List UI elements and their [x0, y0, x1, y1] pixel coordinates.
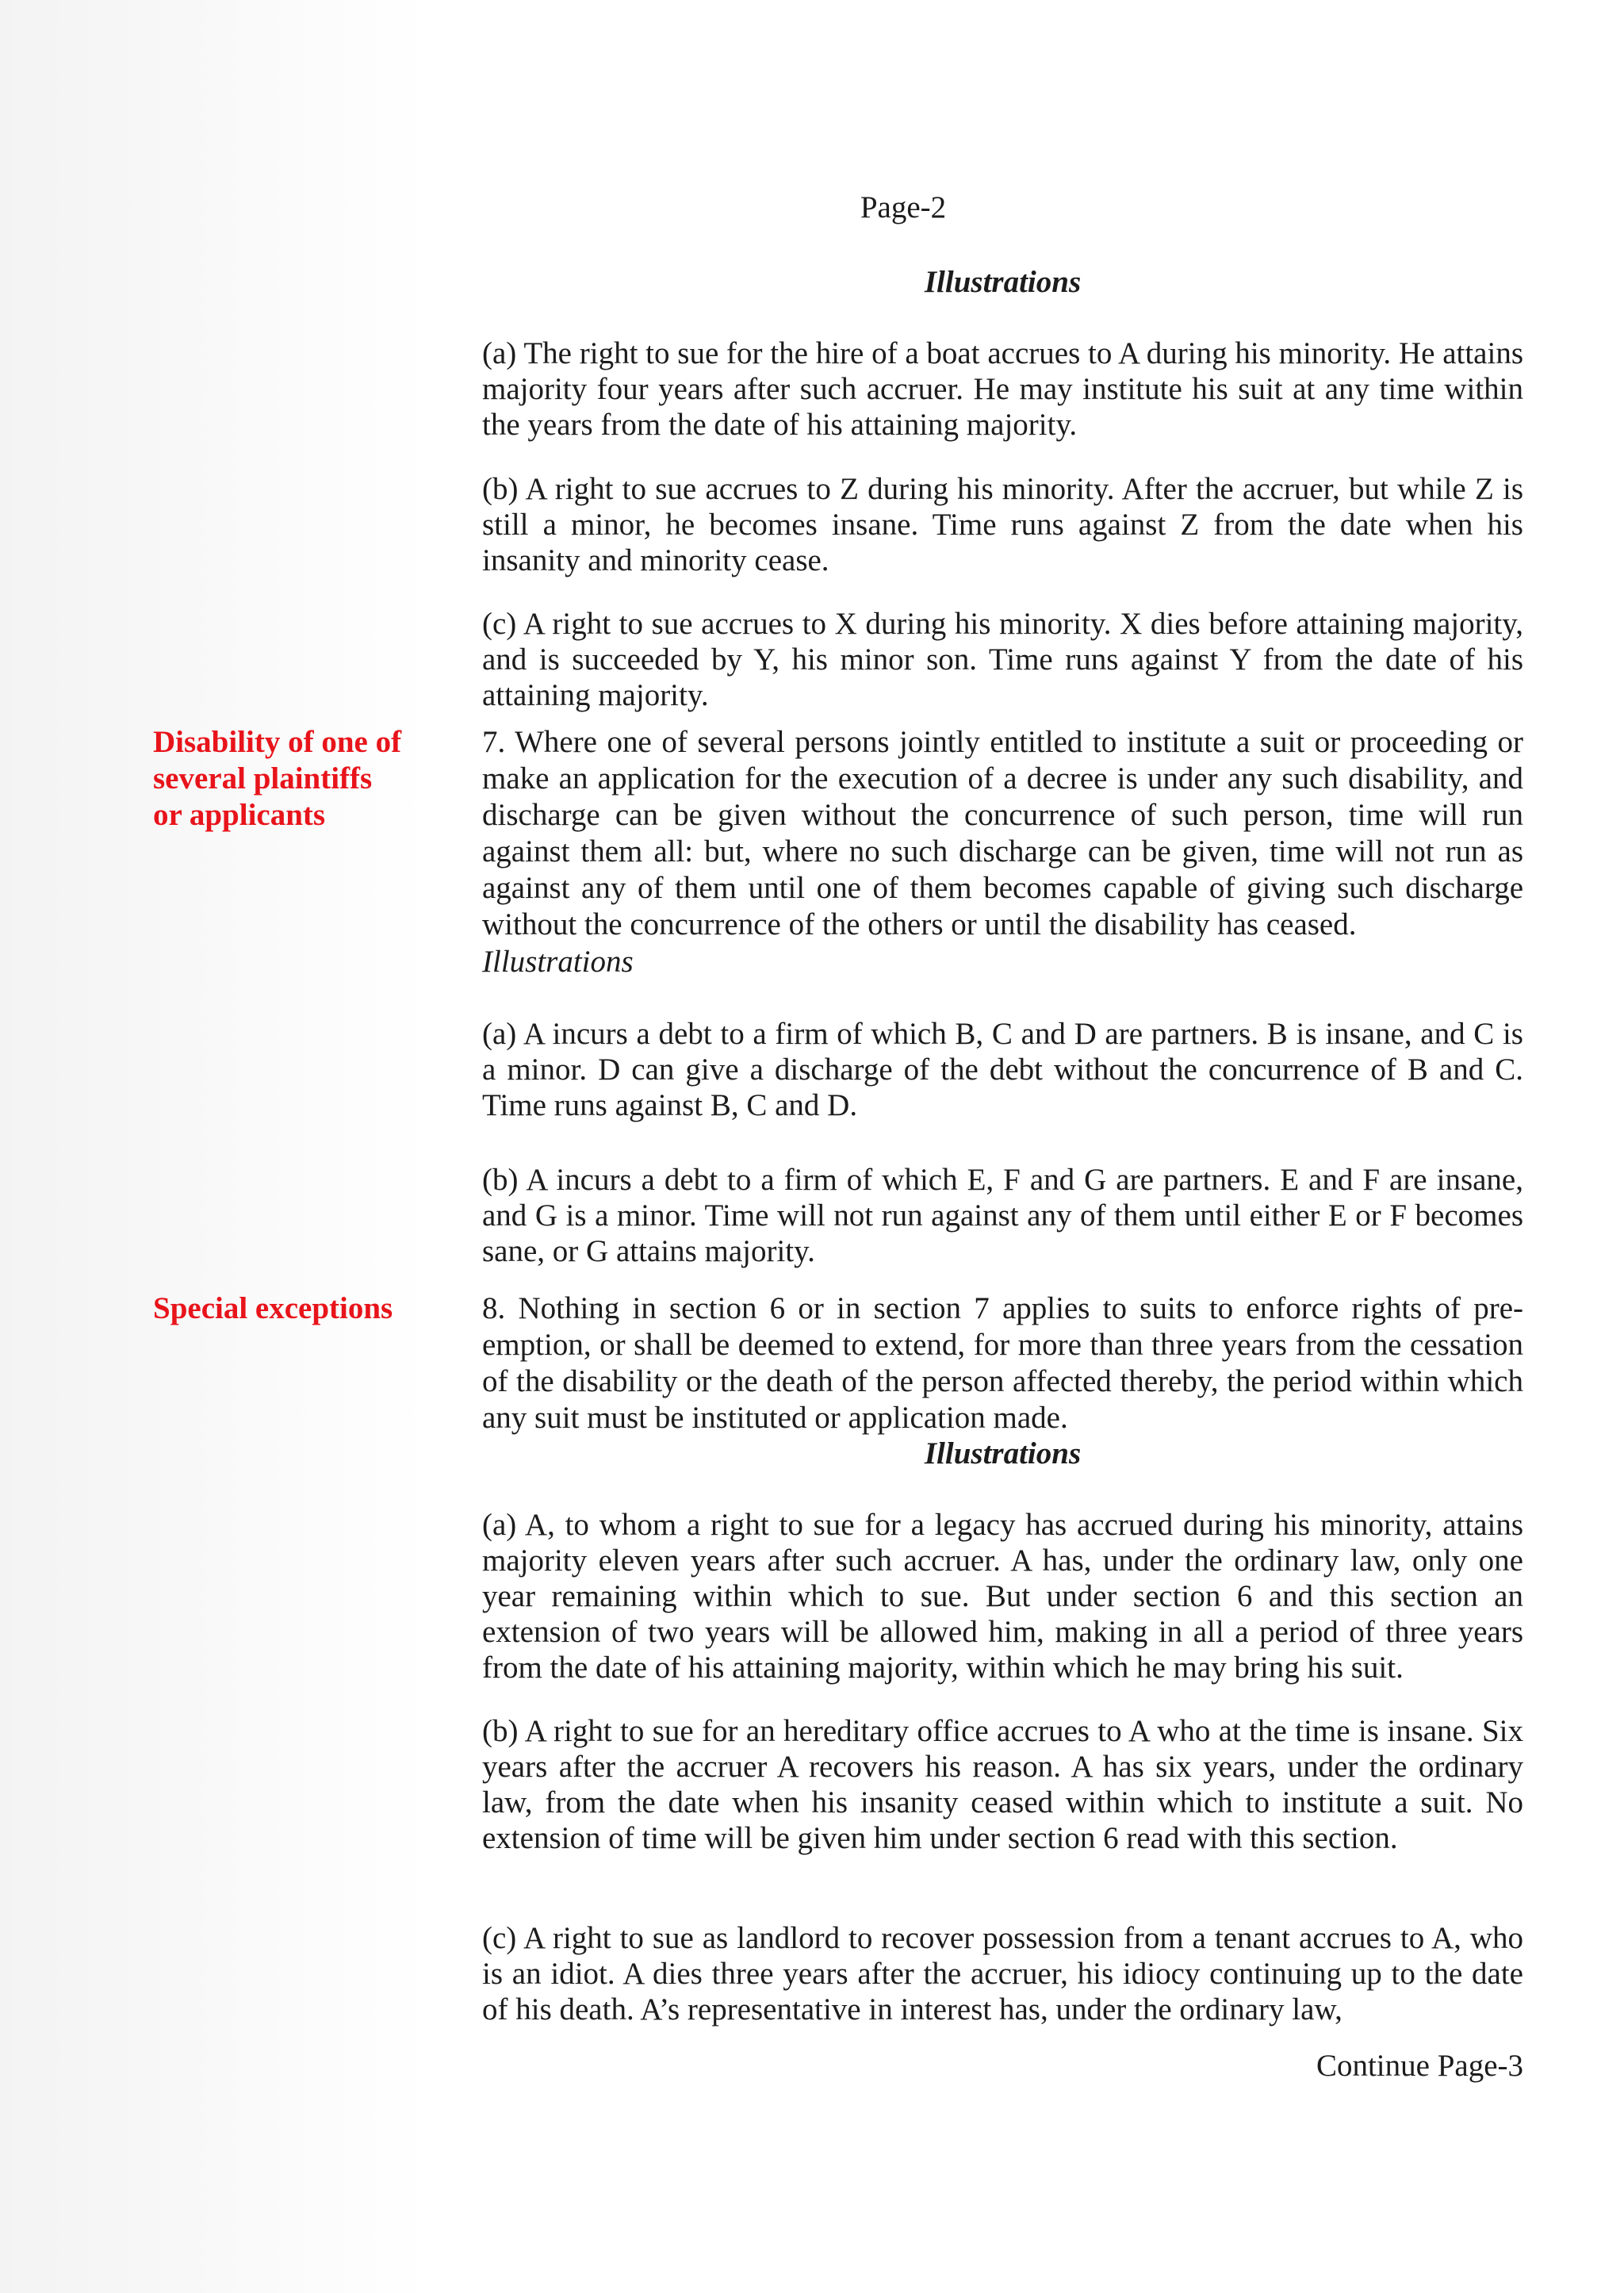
illustration-7b: (b) A incurs a debt to a firm of which E, F and G are partners. E and F are insane, and G is a minor. Time will not run against any of them until either E or F becomes sane, or G attains majority.	[482, 1163, 1523, 1268]
section-7-text: 7. Where one of several persons jointly entitled to institute a suit or proceeding or make an application for the execution of a decree is under any such disability, and discharge can be given without the concurrence of such person, time will run against them all: but, where no such discharge can be given, time will not run as against any of them until one of them becomes capable of giving such discharge without the concurrence of the others or until the disability has ceased.	[482, 725, 1523, 941]
scan-shade	[0, 0, 428, 2293]
margin-note-section-8: Special exceptions	[153, 1291, 393, 1325]
illustrations-heading-section-8: Illustrations	[924, 1436, 1082, 1471]
illustration-7a: (a) A incurs a debt to a firm of which B, C and D are partners. B is insane, and C is a minor. D can give a discharge of the debt without the concurrence of B and C. Time runs against B, C and D.	[482, 1017, 1523, 1122]
page-number: Page-2	[860, 190, 947, 224]
illustration-8c: (c) A right to sue as landlord to recover possession from a tenant accrues to A, who is an idiot. A dies three years after the accruer, his idiocy continuing up to the date of his death. A’s representative in interest has, under the ordinary law,	[482, 1921, 1523, 2027]
illustration-8b: (b) A right to sue for an hereditary office accrues to A who at the time is insane. Six years after the accruer A recovers his reason. A has six years, under the ordinary law, from the date when his insanity ceased within which to institute a suit. No extension of time will be given him under section 6 read with this section.	[482, 1714, 1523, 1855]
illustrations-heading-1: Illustrations	[924, 265, 1082, 299]
illustration-8a: (a) A, to whom a right to sue for a legacy has accrued during his minority, attains majority eleven years after such accruer. A has, under the ordinary law, only one year remaining within which to sue. But under section 6 and this section an extension of two years will be allowed him, making in all a period of three years from the date of his attaining majority, within which he may bring his suit.	[482, 1508, 1523, 1685]
continue-page-label: Continue Page-3	[1316, 2049, 1523, 2083]
illustrations-label-section-7: Illustrations	[482, 945, 634, 979]
margin-note-section-7: Disability of one of several plaintiffs or applicants	[153, 725, 402, 832]
illustration-1a: (a) The right to sue for the hire of a boat accrues to A during his minority. He attains majority four years after such accruer. He may institute his suit at any time within the years from the date of his attaining majority.	[482, 336, 1523, 442]
illustration-1c: (c) A right to sue accrues to X during his minority. X dies before attaining majority, and is succeeded by Y, his minor son. Time runs against Y from the date of his attaining majority.	[482, 607, 1523, 712]
section-8-text: 8. Nothing in section 6 or in section 7 applies to suits to enforce rights of pre-emption, or shall be deemed to extend, for more than three years from the cessation of the disability or the death of the person affected thereby, the period within which any suit must be instituted or application made.	[482, 1291, 1523, 1435]
illustration-1b: (b) A right to sue accrues to Z during his minority. After the accruer, but while Z is still a minor, he becomes insane. Time runs against Z from the date when his insanity and minority cease.	[482, 472, 1523, 577]
